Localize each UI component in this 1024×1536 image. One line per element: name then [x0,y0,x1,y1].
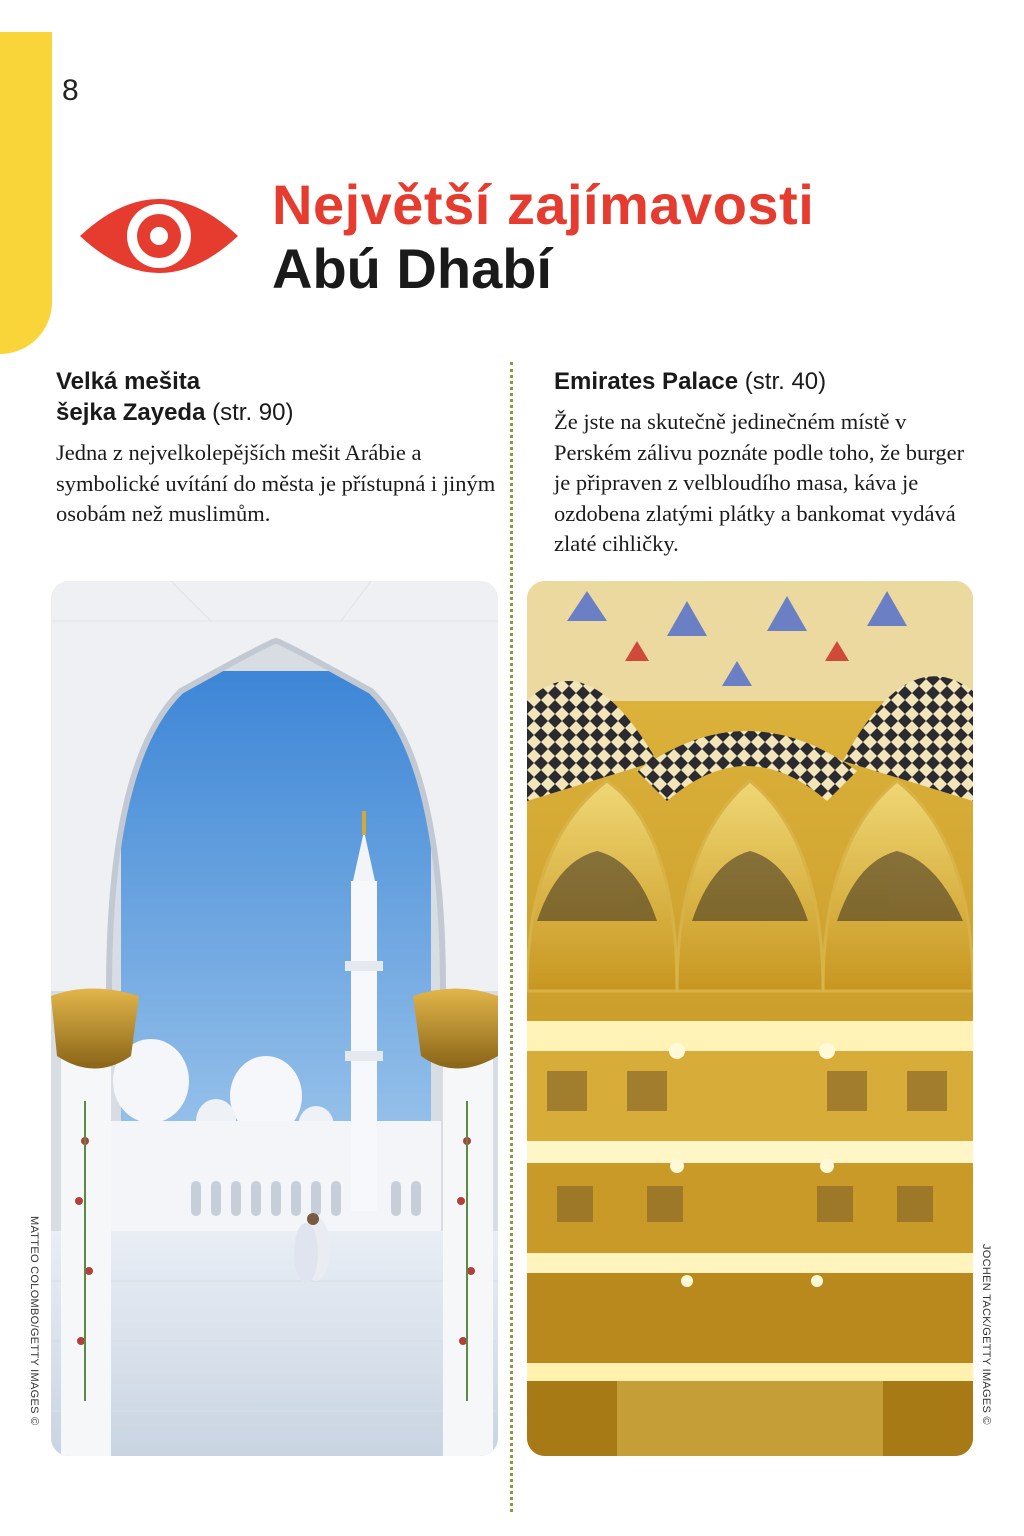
column-divider [510,362,513,1512]
left-heading-line2: šejka Zayeda [56,399,206,426]
yellow-page-tab [0,32,52,354]
palace-illustration [527,581,973,1456]
right-column [554,366,974,560]
mosque-photo [51,581,498,1456]
title-line-1: Největší zajímavosti [272,173,815,236]
right-page-ref: (str. 40) [744,368,827,395]
title-line-2: Abú Dhabí [272,237,552,300]
mosque-illustration [51,581,498,1456]
left-heading [56,366,496,428]
right-body: Že jste na skutečně jedinečném místě v Perském zálivu poznáte podle toho, že burger je připraven z velbloudího masa, káva je ozdobena zlatými plátky a bankomat vydává zlaté cihličky. [554,409,965,556]
left-column [56,366,496,530]
left-photo-credit: MATTEO COLOMBO/GETTY IMAGES © [28,1216,40,1426]
right-heading [554,366,974,397]
palace-photo [527,581,973,1456]
left-page-ref: (str. 90) [212,399,294,426]
right-photo-credit: JOCHEN TACK/GETTY IMAGES © [980,1244,992,1425]
right-heading-text: Emirates Palace [554,368,739,395]
left-heading-line1: Velká mešita [56,368,201,395]
left-body: Jedna z nejvelkolepějších mešit Arábie a symbolické uvítání do města je přístupná i jiným osobám než muslimům. [56,440,496,526]
eye-icon [78,182,240,290]
page-number: 8 [62,74,79,107]
